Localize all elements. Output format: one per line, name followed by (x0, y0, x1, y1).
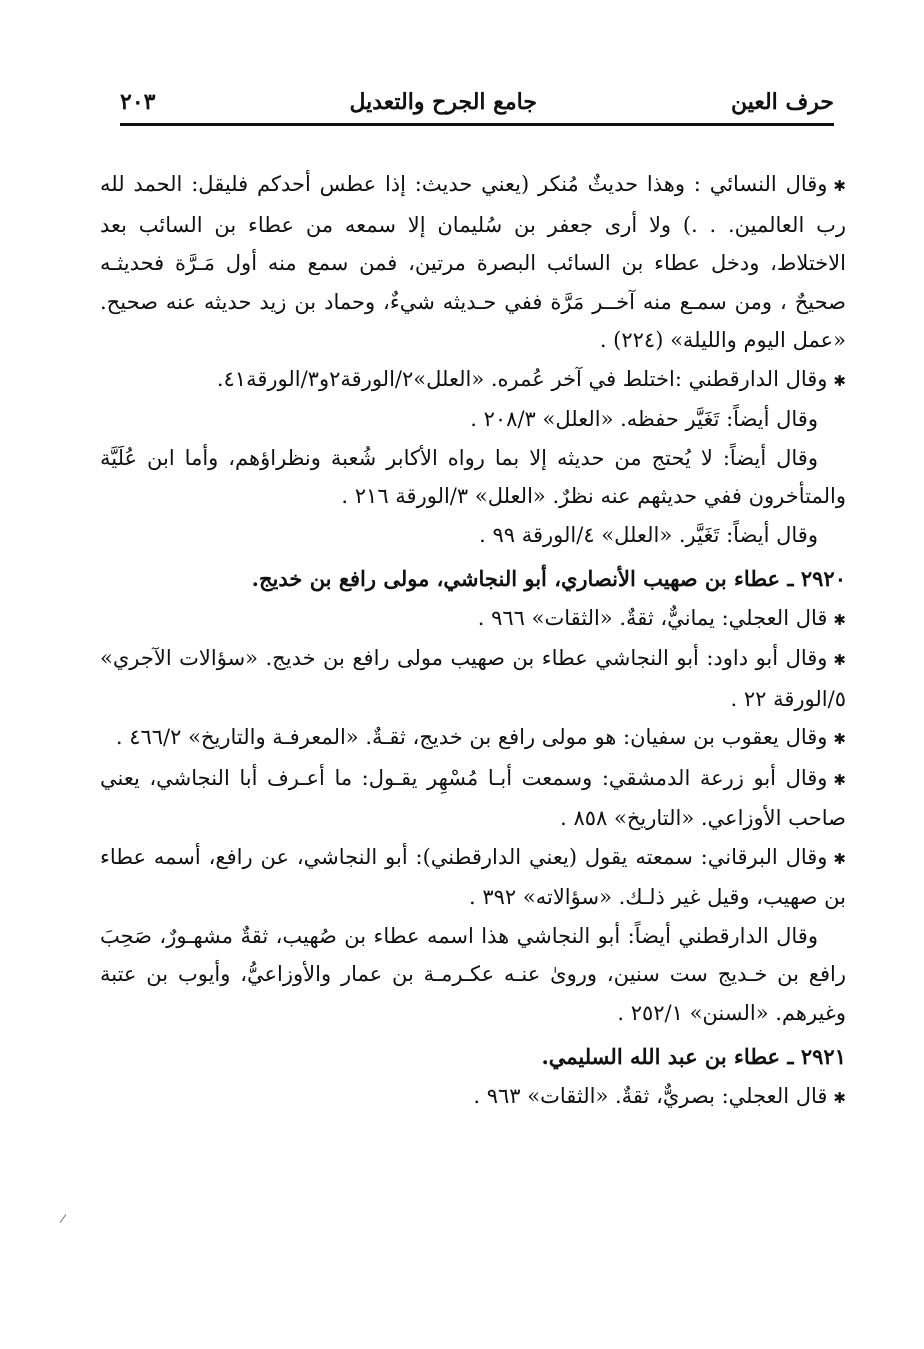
paragraph-daraqutni-sunan: وقال الدارقطني أيضاً: أبو النجاشي هذا اسمه عطاء بن صُهيب، ثقةٌ مشهـورٌ، صَحِبَ رافع بن خـديج ست سنين، وروىٰ عنـه عكـرمـة بن عمار والأوزاعيُّ، وأيوب بن عتبة وغيرهم. «السنن» ٢٥٢/١ . (100, 923, 846, 1025)
paragraph-daraqutni-4: وقال أيضاً: تَغَيَّر. «العلل» ٤/الورقة ٩٩ . (479, 522, 818, 547)
entry-heading-2920: ٢٩٢٠ ـ عطاء بن صهيب الأنصاري، أبو النجاشي، مولى رافع بن خديج. (251, 566, 846, 591)
page-body (100, 165, 846, 1117)
paragraph-daraqutni-2: وقال أيضاً: تَغَيَّر حفظه. «العلل» ٢٠٨/٣ . (470, 407, 818, 431)
header-rule (120, 123, 834, 126)
paragraph-abu-zura: ✱ وقال أبو زرعة الدمشقي: وسمعت أبـا مُسْهِر يقـول: ما أعـرف أبا النجاشي، يعني صاحب الأوزاعي. «التاريخ» ٨٥٨ . (100, 759, 846, 838)
stray-pen-mark (60, 1214, 67, 1223)
page-header (120, 84, 834, 120)
paragraph-barqani: ✱ وقال البرقاني: سمعته يقول (يعني الدارقطني): أبو النجاشي، عن رافع، أسمه عطاء بن صهيب، وقيل غير ذلـك. «سؤالاته» ٣٩٢ . (100, 838, 846, 917)
paragraph-nasai: ✱ وقال النسائي : وهذا حديثٌ مُنكر (يعني حديث: إذا عطس أحدكم فليقل: الحمد لله رب العالمين. . .) ولا أرى جعفر بن سُليمان إلا سمعه من عطاء بن السائب بعد الاختلاط، ودخل عطاء بن السائب البصرة مرتين، فمن سمع منه أول مَـرَّة فحديثـه صحيحٌ ، ومن سمـع منه آخــر مَرَّة ففي حـديثه شيءٌ، وحماد بن زيد حديثه عنه صحيح. «عمل اليوم والليلة» (٢٢٤) . (100, 165, 846, 360)
chapter-title: حرف العين (730, 89, 834, 115)
paragraph-daraqutni: ✱ وقال الدارقطني :اختلط في آخر عُمره. «العلل»٢/الورقة٢و٣/الورقة٤١. (100, 360, 846, 401)
paragraph-ijli-2920: ✱ قال العجلي: يمانيٌّ، ثقةٌ. «الثقات» ٩٦٦ . (100, 599, 846, 640)
paragraph-abu-dawud: ✱ وقال أبو داود: أبو النجاشي عطاء بن صهيب مولى رافع بن خديج. «سؤالات الآجري» ٥/الورقة ٢٢ . (100, 639, 846, 718)
page-number: ٢٠٣ (120, 89, 156, 115)
paragraph-ijli-2921: ✱ قال العجلي: بصريٌّ، ثقةٌ. «الثقات» ٩٦٣ . (100, 1077, 846, 1118)
paragraph-daraqutni-3: وقال أيضاً: لا يُحتج من حديثه إلا بما رواه الأكابر شُعبة ونظراؤهم، وأما ابن عُلَيَّة والمتأخرون ففي حديثهم عنه نظرٌ. «العلل» ٣/الورقة ٢١٦ . (100, 445, 846, 508)
book-title: جامع الجرح والتعديل (349, 89, 537, 115)
entry-heading-2921: ٢٩٢١ ـ عطاء بن عبد الله السليمي. (541, 1044, 846, 1069)
paragraph-yaqub: ✱ وقال يعقوب بن سفيان: هو مولى رافع بن خديج، ثقـةٌ. «المعرفـة والتاريخ» ٤٦٦/٢ . (100, 718, 846, 759)
